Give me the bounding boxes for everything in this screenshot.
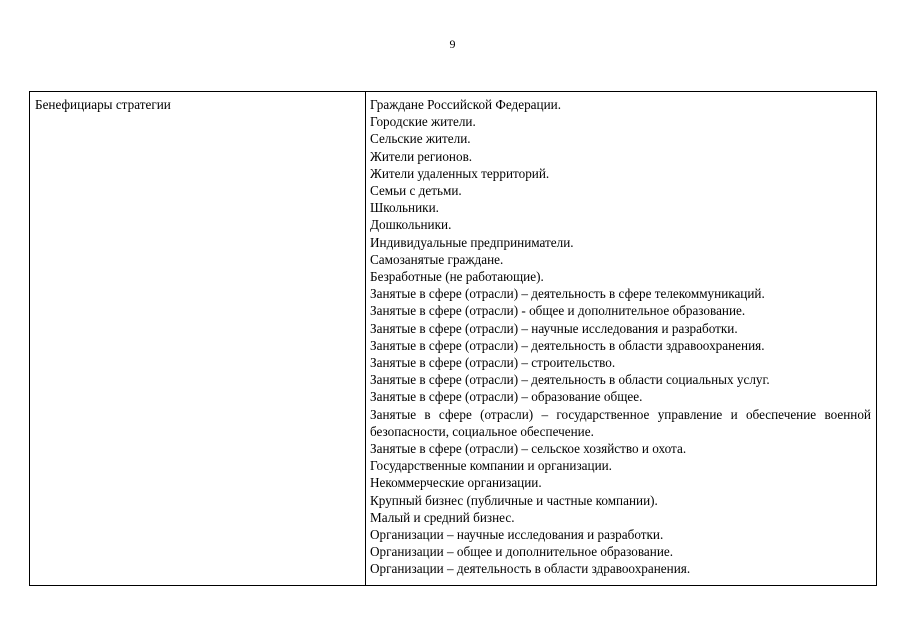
list-item: Занятые в сфере (отрасли) – деятельность в сфере телекоммуникаций. bbox=[370, 286, 765, 302]
list-item: Занятые в сфере (отрасли) – государственное управление и обеспечение военной безопасности, социальное обеспечение. bbox=[370, 406, 871, 439]
list-item: Занятые в сфере (отрасли) – деятельность в области здравоохранения. bbox=[370, 337, 765, 353]
list-item: Крупный бизнес (публичные и частные компании). bbox=[370, 492, 658, 508]
list-item: Занятые в сфере (отрасли) – образование общее. bbox=[370, 389, 643, 405]
beneficiaries-table bbox=[29, 91, 877, 586]
list-item: Семьи с детьми. bbox=[370, 183, 462, 199]
table-content-cell bbox=[366, 92, 876, 585]
list-item: Занятые в сфере (отрасли) – деятельность в области социальных услуг. bbox=[370, 372, 770, 388]
list-item: Организации – научные исследования и разработки. bbox=[370, 527, 664, 543]
list-item: Школьники. bbox=[370, 200, 439, 216]
list-item: Дошкольники. bbox=[370, 217, 452, 233]
list-item: Жители удаленных территорий. bbox=[370, 165, 550, 181]
beneficiaries-list bbox=[370, 96, 871, 578]
list-item: Самозанятые граждане. bbox=[370, 251, 504, 267]
list-item: Граждане Российской Федерации. bbox=[370, 97, 561, 112]
list-item: Государственные компании и организации. bbox=[370, 458, 612, 474]
list-item: Занятые в сфере (отрасли) – сельское хозяйство и охота. bbox=[370, 441, 687, 457]
list-item: Организации – общее и дополнительное образование. bbox=[370, 544, 674, 560]
list-item: Жители регионов. bbox=[370, 148, 473, 164]
list-item: Занятые в сфере (отрасли) - общее и дополнительное образование. bbox=[370, 303, 746, 319]
page-number: 9 bbox=[449, 37, 456, 51]
list-item: Некоммерческие организации. bbox=[370, 475, 542, 491]
list-item: Организации – деятельность в области здравоохранения. bbox=[370, 561, 691, 577]
list-item: Малый и средний бизнес. bbox=[370, 509, 515, 525]
table-label-cell: Бенефициары стратегии bbox=[30, 92, 366, 585]
list-item: Безработные (не работающие). bbox=[370, 269, 544, 285]
list-item: Индивидуальные предприниматели. bbox=[370, 234, 574, 250]
list-item: Занятые в сфере (отрасли) – строительство. bbox=[370, 355, 616, 371]
list-item: Городские жители. bbox=[370, 114, 476, 130]
list-item: Сельские жители. bbox=[370, 131, 471, 147]
list-item: Занятые в сфере (отрасли) – научные исследования и разработки. bbox=[370, 320, 738, 336]
